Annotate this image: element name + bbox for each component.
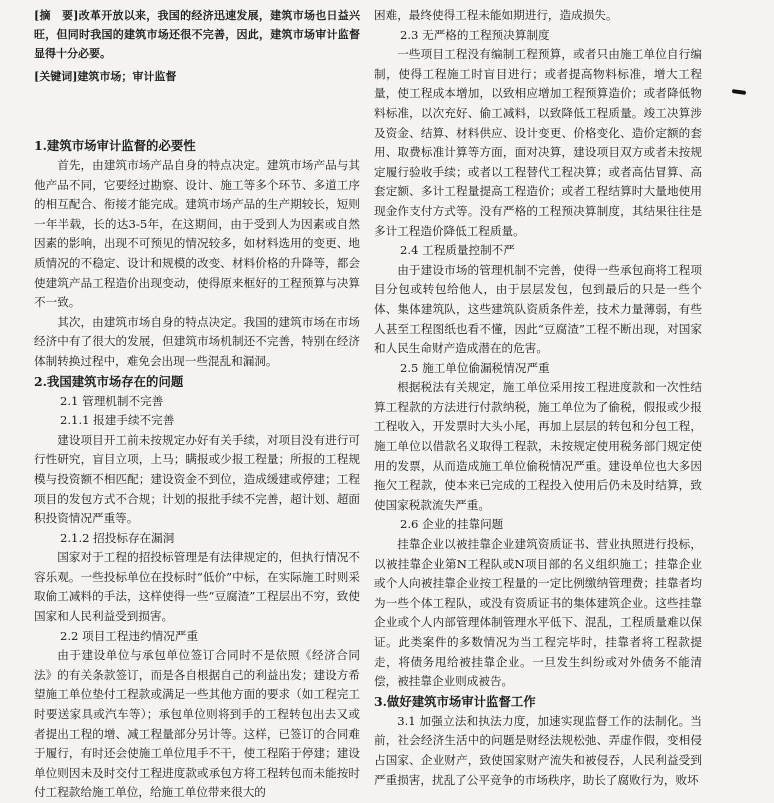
section-heading-2: 2.我国建筑市场存在的问题 (34, 373, 184, 389)
paragraph: 首先，由建筑市场产品自身的特点决定。建筑市场产品与其他产品不同，它要经过勘察、设计、施工等多个环节、多道工序的相互配合、衔接才能完成。建筑市场产品的生产期较长，短则一年半载，长的达3-5年，在这期间，由于受到人为因素或自然因素的影响，出现不可预见的情况较多，如材料选用的变更、地质情况的不稳定、设计和规模的改变、材料价格的升降等，都会使建筑产品工程造价出现变动，使得原来框好的工程预算与决算不一致。 (34, 158, 360, 310)
paragraph: 国家对于工程的招投标管理是有法律规定的，但执行情况不容乐观。一些投标单位在投标时“低价”中标，在实际施工时则采取偷工减料的手法，这样使得一些“豆腐渣”工程层出不穷，致使国家和人民利益受到损害。 (34, 550, 360, 624)
paragraph: 根据税法有关规定，施工单位采用按工程进度款和一次性结算工程款的方法进行付款纳税，施工单位为了偷税，假报或少报工程收入，开发票时大头小尾，再加上层层的转包和分包工程，施工单位以借款名义取得工程款，未按规定使用税务部门规定使用的发票，从而造成施工单位偷税情况严重。建设单位也大多因拖欠工程款，使本来已完成的工程投入使用后仍未及时结算，致使国家税款流失严重。 (374, 380, 702, 512)
paragraph: 由于建设单位与承包单位签订合同时不是依照《经济合同法》的有关条款签订，而是各自根据自己的利益出发；建设方希望施工单位垫付工程款或满足一些其他方面的要求（如工程完工时要送家具或汽车等）；承包单位则将到手的工程转包出去又或者提出工程的增、减工程量部分另计等。这样，已签订的合同难于履行，有时还会使施工单位甩手不干，使工程陷于停建；建设单位则因未及时交付工程进度款或承包方将工程转包而未能按时付工程款给施工单位，给施工单位带来很大的 (34, 648, 360, 800)
section-heading-3: 3.做好建筑市场审计监督工作 (374, 693, 536, 709)
paragraph: 由于建设市场的管理机制不完善，使得一些承包商将工程项目分包或转包给他人，由于层层发包，包到最后的只是一些个体、集体建筑队，这些建筑队资质条件差，技术力量薄弱，有些人甚至工程图纸也看不懂，因此“豆腐渣”工程不断出现，对国家和人民生命财产造成潜在的危害。 (374, 262, 702, 356)
abstract: [摘 要]改革开放以来，我国的经济迅速发展，建筑市场也日益兴旺，但同时我国的建筑市场还很不完善，因此，建筑市场审计监督显得十分必要。 (34, 9, 360, 60)
paragraph: 其次，由建筑市场自身的特点决定。我国的建筑市场在市场经济中有了很大的发展，但建筑市场机制还不完善，特别在经济体制转换过程中，难免会出现一些混乱和漏洞。 (34, 314, 360, 368)
paragraph: 3.1 加强立法和执法力度，加速实现监督工作的法制化。当前，社会经济生活中的问题是财经法规松弛、弄虚作假，变相侵占国家、企业财产，致使国家财产流失和被侵吞，人民利益受到严重损害，扰乱了公平竞争的市场秩序，助长了腐败行为，败坏 (374, 713, 702, 787)
subsection-heading: 2.3 无严格的工程预决算制度 (400, 27, 550, 42)
right-column (374, 6, 702, 790)
subsection-heading: 2.6 企业的挂靠问题 (400, 517, 504, 532)
section-heading-1: 1.建筑市场审计监督的必要性 (34, 138, 196, 153)
margin-mark (732, 89, 746, 95)
left-column (34, 6, 360, 803)
subsection-heading: 2.4 工程质量控制不严 (400, 243, 515, 258)
subsubsection-heading: 2.1.2 招投标存在漏洞 (60, 530, 175, 545)
paragraph-continued: 困难，最终使得工程未能如期进行，造成损失。 (374, 8, 618, 22)
subsection-heading: 2.5 施工单位偷漏税情况严重 (400, 360, 550, 375)
paragraph: 挂靠企业以被挂靠企业建筑资质证书、营业执照进行投标，以被挂靠企业第N工程队或N项目部的名义组织施工；挂靠企业或个人向被挂靠企业按工程量的一定比例缴纳管理费；挂靠者均为一些个体工程队，或没有资质证书的集体建筑企业。这些挂靠企业或个人内部管理体制管理水平低下、混乱，工程质量难以保证。此类案件的多数情况为当工程完毕时，挂靠者将工程款提走，将债务甩给被挂靠企业。一旦发生纠纷或对外债务不能清偿，被挂靠企业则成被告。 (374, 537, 702, 689)
paragraph: 建设项目开工前未按规定办好有关手续，对项目没有进行可行性研究，盲目立项，上马；瞒报或少报工程量；所报的工程规模与投资额不相匹配；建设资金不到位，造成缓建或停建；工程项目的发包方式不合规；计划的报批手续不完善，超计划、超面积投资情况严重等。 (34, 432, 360, 526)
keywords: [关键词]建筑市场；审计监督 (34, 70, 177, 83)
subsubsection-heading: 2.1.1 报建手续不完善 (60, 413, 175, 428)
paragraph: 一些项目工程没有编制工程预算，或者只由施工单位自行编制，使得工程施工时盲目进行；或者提高物料标准，增大工程量，使工程成本增加，以致相应增加工程预算造价；或者降低物料标准，以次充好、偷工减料，以致降低工程质量。竣工决算涉及资金、结算、材料供应、设计变更、价格变化、造价定额的套用、取费标准计算等方面，面对决算，建设项目双方或者未按规定履行验收手续；或者以工程替代工程决算；或者高估冒算、高套定额、多计工程量提高工程造价；或者工程结算时大量地使用现金作支付方式等。没有严格的工程预决算制度，其结果往往是多计工程造价降低工程质量。 (374, 47, 702, 238)
subsection-heading: 2.2 项目工程违约情况严重 (60, 628, 199, 643)
subsection-heading: 2.1 管理机制不完善 (60, 393, 164, 408)
